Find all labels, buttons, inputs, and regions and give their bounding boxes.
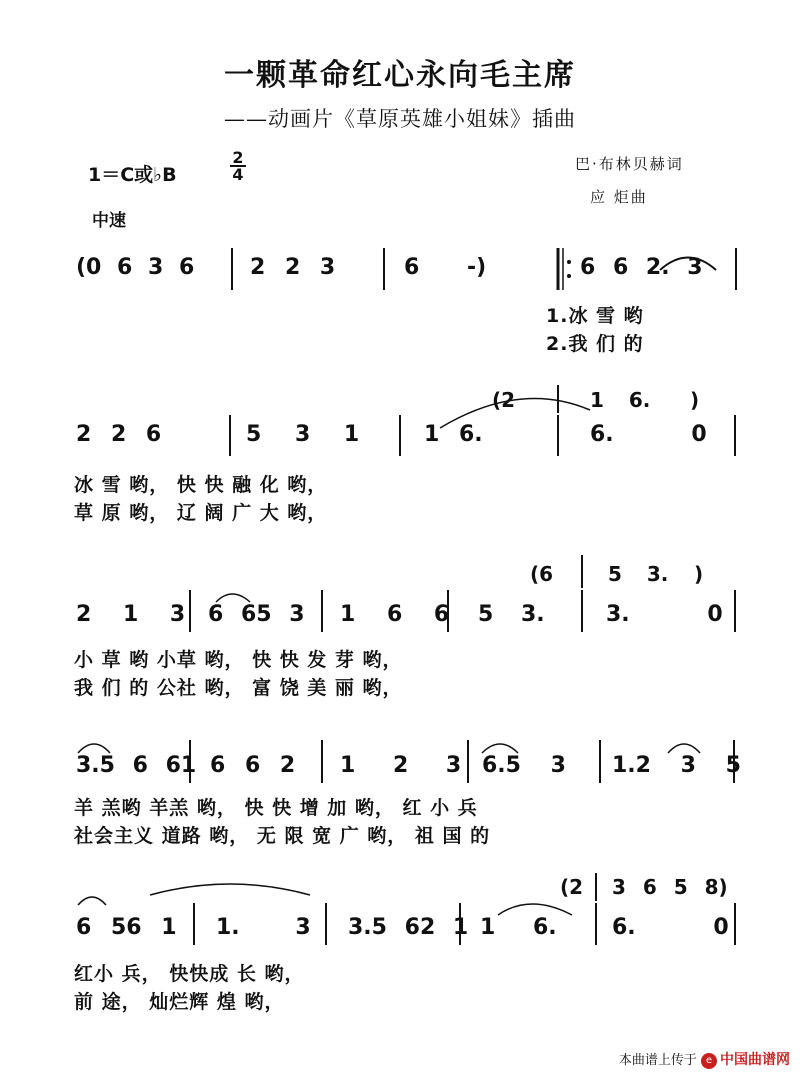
- notes-5d: 1 6.: [480, 915, 557, 940]
- song-subtitle: ——动画片《草原英雄小姐妹》插曲: [224, 107, 576, 131]
- lyrics-5-verse2: 前 途， 灿烂辉 煌 哟，: [74, 991, 285, 1013]
- site-brand[interactable]: 中国曲谱网: [720, 1052, 790, 1068]
- notes-1a: (0 6 3 6: [76, 255, 195, 280]
- lyrics-2-verse2: 草 原 哟， 辽 阔 广 大 哟，: [74, 502, 328, 524]
- notes-2b: 5 3 1: [246, 422, 360, 447]
- lyrics-1-verse2: 2.我 们 的: [546, 333, 644, 355]
- lyrics-2-verse1: 冰 雪 哟， 快 快 融 化 哟，: [74, 474, 328, 496]
- notes-3e: 3. 0: [606, 602, 723, 627]
- notes-4b: 6 6 2: [210, 753, 296, 778]
- notes-1b: 2 2 3: [250, 255, 336, 280]
- lyrics-3-verse2: 我 们 的 公社 哟， 富 饶 美 丽 哟，: [74, 677, 403, 699]
- lyrics-4-verse2: 社会主义 道路 哟， 无 限 宽 广 哟， 祖 国 的: [74, 825, 491, 847]
- notes-1d: 6 6 2. 3: [580, 255, 703, 280]
- upper-notes-3a: (6: [530, 562, 554, 586]
- notes-5e: 6. 0: [612, 915, 729, 940]
- notes-2d: 6. 0: [590, 422, 707, 447]
- score-line-2: [0, 380, 800, 530]
- notes-5a: 6 56 1: [76, 915, 177, 940]
- lyrics-5-verse1: 红小 兵， 快快成 长 哟，: [74, 963, 305, 985]
- upper-notes-3c: ): [694, 562, 704, 586]
- lyrics-3-verse1: 小 草 哟 小草 哟， 快 快 发 芽 哟，: [74, 649, 403, 671]
- upper-notes-5a: (2: [560, 875, 584, 899]
- lyrics-4-verse1: 羊 羔哟 羊羔 哟， 快 快 增 加 哟， 红 小 兵: [74, 797, 478, 819]
- upper-notes-3b: 5 3.: [608, 562, 669, 586]
- notes-3c: 1 6 6: [340, 602, 450, 627]
- composer-credit: 应 炬曲: [590, 188, 648, 206]
- time-signature-top: 2: [232, 148, 244, 167]
- score-line-5: [0, 865, 800, 1015]
- notes-4c: 1 2 3: [340, 753, 462, 778]
- score-line-3: [0, 550, 800, 700]
- notes-4a: 3.5 6 61: [76, 753, 197, 778]
- key-signature: 1＝C或♭B: [88, 164, 177, 186]
- notes-3d: 5 3.: [478, 602, 545, 627]
- notes-5c: 3.5 62 1: [348, 915, 469, 940]
- notes-4d: 6.5 3: [482, 753, 566, 778]
- lyricist-credit: 巴·布林贝赫词: [575, 155, 684, 173]
- notes-2c: 1 6.: [424, 422, 483, 447]
- notes-4e: 1.2 3 5: [612, 753, 741, 778]
- time-signature: [230, 150, 246, 182]
- score-line-4: [0, 725, 800, 875]
- lyrics-1-verse1: 1.冰 雪 哟: [546, 305, 644, 327]
- notes-1c: 6 -): [404, 255, 487, 280]
- notes-2a: 2 2 6: [76, 422, 162, 447]
- footer-watermark: [619, 1049, 790, 1069]
- score-line-1: [0, 240, 800, 390]
- upper-notes-2b: 1 6.: [590, 388, 651, 412]
- upper-notes-2c: ): [690, 388, 700, 412]
- upper-notes-2a: (2: [492, 388, 516, 412]
- notes-5b: 1. 3: [216, 915, 311, 940]
- notes-3a: 2 1 3: [76, 602, 186, 627]
- site-logo-icon: e: [701, 1053, 717, 1069]
- song-title: 一颗革命红心永向毛主席: [224, 58, 576, 93]
- tempo-marking: 中速: [92, 211, 126, 231]
- notes-3b: 6 65 3: [208, 602, 305, 627]
- upload-text: 本曲谱上传于: [618, 1053, 697, 1068]
- upper-notes-5b: 3 6 5 8): [612, 875, 728, 899]
- time-signature-bottom: 4: [230, 165, 246, 182]
